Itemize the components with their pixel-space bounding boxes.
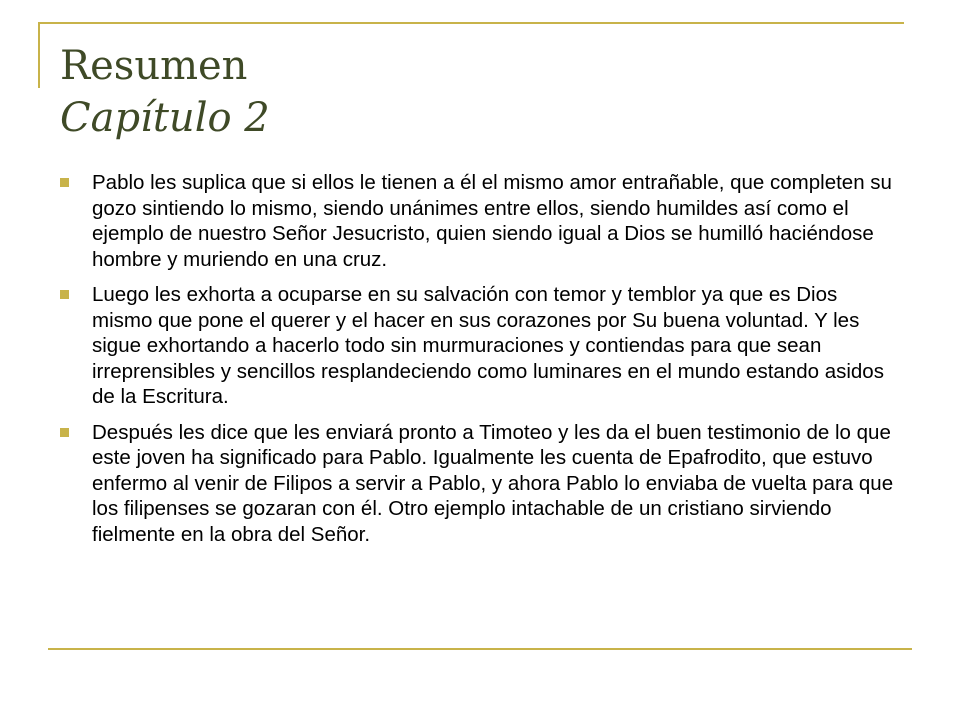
bullet-item — [58, 282, 898, 410]
slide-title — [60, 40, 270, 144]
left-divider — [38, 22, 40, 88]
square-bullet-icon — [60, 178, 69, 187]
square-bullet-icon — [60, 428, 69, 437]
bullet-text: Pablo les suplica que si ellos le tienen a él el mismo amor entrañable, que completen su gozo sintiendo lo mismo, siendo unánimes entre ellos, siendo humildes así como el ejemplo de nuestro Señor Jesucristo, quien siendo igual a Dios se humilló haciéndose hombre y muriendo en una cruz. — [92, 171, 892, 271]
bullet-list — [58, 170, 898, 557]
bullet-text: Después les dice que les enviará pronto a Timoteo y les da el buen testimonio de lo que este joven ha significado para Pablo. Igualmente les cuenta de Epafrodito, que estuvo enfermo al venir de Filipos a servir a Pablo, y ahora Pablo lo enviaba de vuelta para que los filipenses se gozaran con él. Otro ejemplo intachable de un cristiano sirviendo fielmente en la obra del Señor. — [92, 420, 894, 546]
square-bullet-icon — [60, 290, 69, 299]
bottom-divider — [48, 648, 912, 650]
title-line-2: Capítulo 2 — [60, 95, 270, 141]
top-divider — [40, 22, 904, 24]
title-line-1: Resumen — [60, 43, 248, 89]
bullet-item — [58, 170, 898, 272]
bullet-item — [58, 420, 898, 548]
bullet-text: Luego les exhorta a ocuparse en su salvación con temor y temblor ya que es Dios mismo que pone el querer y el hacer en sus corazones por Su buena voluntad. Y les sigue exhortando a hacerlo todo sin murmuraciones y contiendas para que sean irreprensibles y sencillos resplandeciendo como luminares en el mundo estando asidos de la Escritura. — [92, 283, 884, 408]
